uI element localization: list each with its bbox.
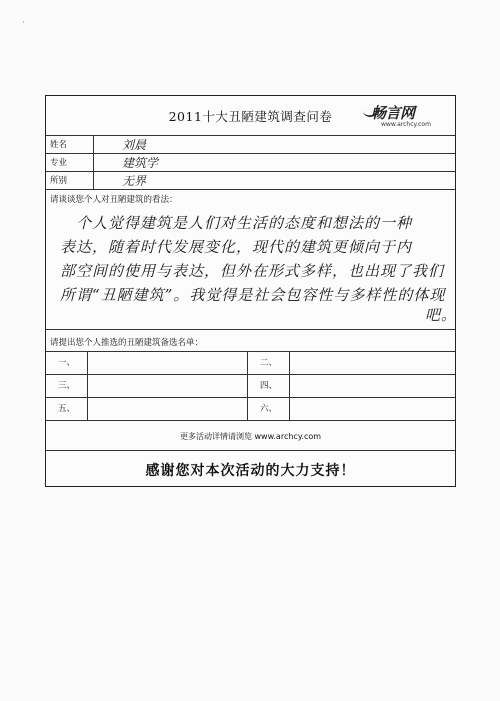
institute-row — [46, 172, 455, 190]
scan-corner-mark: · — [22, 18, 25, 27]
survey-form — [45, 95, 456, 487]
nomination-row — [46, 398, 455, 421]
institute-label: 所别 — [46, 172, 94, 189]
nomination-label: 二、 — [248, 352, 290, 374]
title-row — [46, 96, 455, 136]
form-title: 2011十大丑陋建筑调查问卷 — [168, 109, 333, 124]
opinion-answer[interactable] — [50, 212, 458, 330]
nomination-label: 四、 — [248, 375, 290, 397]
nomination-row — [46, 352, 455, 375]
footer-row — [46, 421, 455, 451]
answer-line: 部空间的使用与表达，但外在形式多样，也出现了我们 — [60, 262, 445, 280]
name-value[interactable]: 刘晨 — [122, 138, 147, 152]
nomination-label: 一、 — [46, 352, 88, 374]
nomination-field[interactable] — [88, 375, 248, 397]
answer-line: 个人觉得建筑是人们对生活的态度和想法的一种 — [76, 214, 413, 232]
major-label: 专业 — [46, 154, 94, 171]
major-row — [46, 154, 455, 172]
answer-line: 表达，随着时代发展变化，现代的建筑更倾向于内 — [60, 238, 413, 256]
nomination-field[interactable] — [88, 398, 248, 420]
nomination-field[interactable] — [88, 352, 248, 374]
name-row — [46, 136, 455, 154]
opinion-question: 请谈谈您个人对丑陋建筑的看法： — [50, 195, 178, 205]
answer-line: 吧。 — [425, 306, 458, 324]
nomination-prompt-row — [46, 330, 455, 352]
footer-text: 更多活动详情请浏览 www.archcy.com — [179, 432, 322, 441]
major-value[interactable]: 建筑学 — [122, 156, 159, 170]
archcy-logo — [363, 103, 443, 131]
nomination-label: 六、 — [248, 398, 290, 420]
scan-corner-mark: ' — [44, 482, 47, 491]
nomination-label: 三、 — [46, 375, 88, 397]
logo-url: www.archcy.com — [381, 121, 431, 128]
name-label: 姓名 — [46, 136, 94, 153]
answer-line: 所谓“丑陋建筑”。我觉得是社会包容性与多样性的体现 — [60, 286, 446, 304]
nomination-prompt: 请提出您个人推选的丑陋建筑备选名单： — [50, 338, 204, 348]
nomination-row — [46, 375, 455, 398]
institute-value[interactable]: 无界 — [122, 174, 147, 188]
logo-brand: 畅言网 — [371, 104, 415, 122]
nomination-field[interactable] — [290, 352, 455, 374]
thanks-message: 感谢您对本次活动的大力支持！ — [145, 463, 356, 479]
nomination-field[interactable] — [290, 398, 455, 420]
nomination-field[interactable] — [290, 375, 455, 397]
nomination-label: 五、 — [46, 398, 88, 420]
